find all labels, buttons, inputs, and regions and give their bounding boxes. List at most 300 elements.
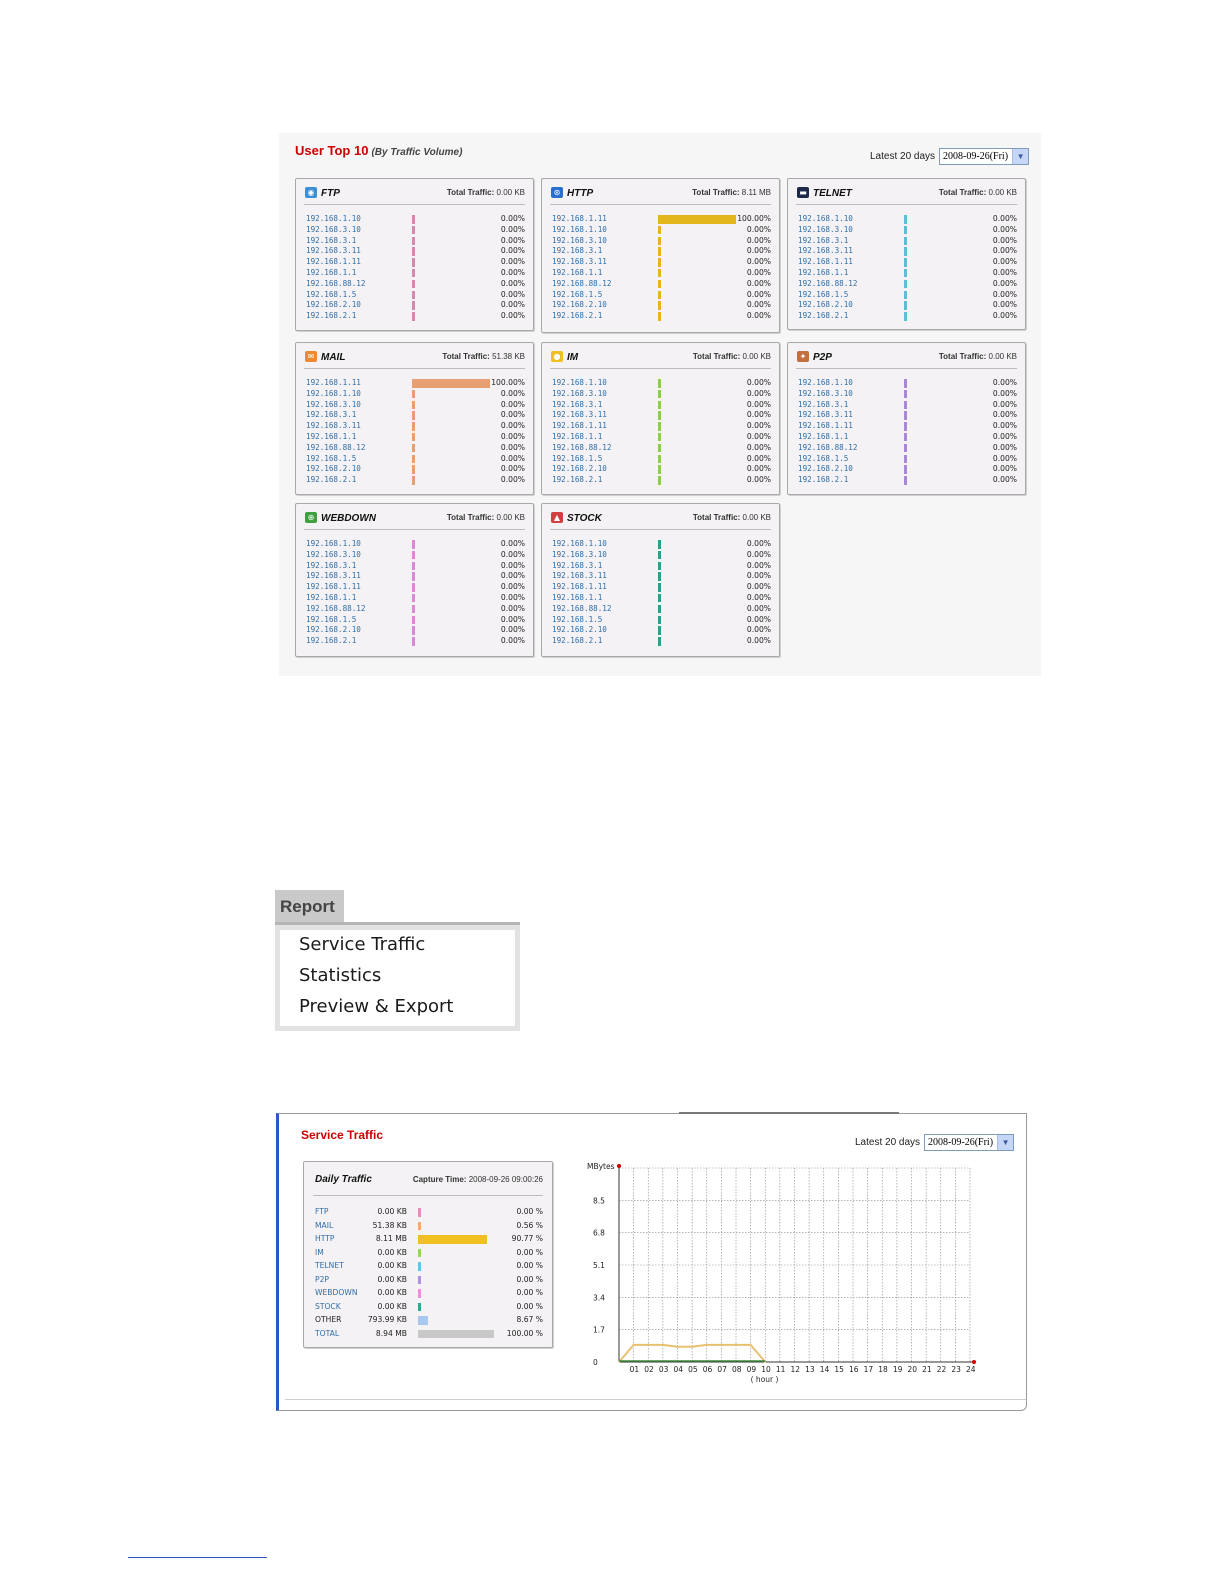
ip-link[interactable]: 192.168.2.10 xyxy=(552,300,607,310)
ip-link[interactable]: 192.168.3.1 xyxy=(798,399,849,409)
service-name[interactable]: STOCK xyxy=(315,1301,341,1311)
daily-row-http xyxy=(313,1232,543,1246)
table-row xyxy=(550,615,771,626)
ip-link[interactable]: 192.168.3.11 xyxy=(552,257,607,267)
table-row xyxy=(550,464,771,475)
traffic-percent: 0.00% xyxy=(992,235,1017,245)
stock-service-icon: ▲ xyxy=(551,512,563,523)
http-service-icon: ⊛ xyxy=(551,187,563,198)
table-row xyxy=(550,636,771,647)
table-row xyxy=(304,378,525,389)
y-tick-label: 5.1 xyxy=(593,1261,605,1270)
ip-link[interactable]: 192.168.1.5 xyxy=(306,614,357,624)
card-total-traffic: Total Traffic: 0.00 KB xyxy=(938,352,1017,361)
ip-link[interactable]: 192.168.1.10 xyxy=(306,388,361,398)
table-row xyxy=(304,400,525,411)
traffic-percent: 0.00% xyxy=(500,582,525,592)
daily-row-stock xyxy=(313,1300,543,1314)
ip-link[interactable]: 192.168.88.12 xyxy=(306,603,366,613)
ip-link[interactable]: 192.168.2.1 xyxy=(552,311,603,321)
table-row xyxy=(304,454,525,465)
traffic-bar xyxy=(412,258,415,267)
ip-link[interactable]: 192.168.2.1 xyxy=(798,475,849,485)
card-header xyxy=(550,343,771,369)
ip-link[interactable]: 192.168.1.1 xyxy=(798,267,849,277)
ip-link[interactable]: 192.168.1.5 xyxy=(306,453,357,463)
service-volume: 8.11 MB xyxy=(375,1234,407,1243)
y-tick-label: 6.8 xyxy=(593,1228,605,1238)
traffic-percent: 0.00% xyxy=(992,399,1017,409)
traffic-bar xyxy=(658,455,661,464)
ip-link[interactable]: 192.168.1.5 xyxy=(552,614,603,624)
ip-link[interactable]: 192.168.88.12 xyxy=(552,278,612,288)
ip-link[interactable]: 192.168.3.11 xyxy=(306,571,361,581)
y-tick-label: 1.7 xyxy=(593,1325,605,1335)
x-tick-label: 01 xyxy=(629,1365,640,1374)
x-tick-label: 08 xyxy=(732,1365,742,1374)
ip-link[interactable]: 192.168.3.1 xyxy=(306,410,357,420)
data-point xyxy=(633,1344,635,1346)
ip-link[interactable]: 192.168.3.10 xyxy=(552,388,607,398)
traffic-bar xyxy=(412,433,415,442)
menu-item-service-traffic[interactable]: Service Traffic xyxy=(299,934,426,955)
ip-link[interactable]: 192.168.2.1 xyxy=(552,636,603,646)
card-total-traffic: Total Traffic: 51.38 KB xyxy=(442,352,525,361)
service-volume: 0.00 KB xyxy=(377,1207,407,1216)
service-name[interactable]: MAIL xyxy=(315,1220,334,1230)
traffic-percent: 0.00% xyxy=(746,224,771,234)
ip-link[interactable]: 192.168.1.11 xyxy=(306,378,361,387)
table-row xyxy=(796,225,1017,236)
x-tick-label: 02 xyxy=(644,1365,654,1374)
table-row xyxy=(304,615,525,626)
traffic-bar xyxy=(412,215,415,224)
share-percent: 0.00 % xyxy=(516,1288,543,1297)
traffic-percent: 0.00% xyxy=(746,560,771,570)
table-row xyxy=(304,432,525,443)
ip-link[interactable]: 192.168.2.10 xyxy=(552,625,607,635)
data-point xyxy=(677,1346,679,1348)
ip-link[interactable]: 192.168.3.10 xyxy=(306,224,361,234)
traffic-bar xyxy=(904,433,907,442)
share-percent: 90.77 % xyxy=(511,1234,543,1243)
ip-link[interactable]: 192.168.1.10 xyxy=(552,378,607,387)
card-rows xyxy=(296,369,533,486)
ip-link[interactable]: 192.168.1.5 xyxy=(552,289,603,299)
ip-link[interactable]: 192.168.88.12 xyxy=(798,442,858,452)
ip-link[interactable]: 192.168.88.12 xyxy=(798,278,858,288)
table-row xyxy=(304,236,525,247)
ip-link[interactable]: 192.168.1.5 xyxy=(306,289,357,299)
ip-link[interactable]: 192.168.1.1 xyxy=(552,431,603,441)
table-row xyxy=(796,290,1017,301)
y-axis-arrow xyxy=(617,1164,621,1168)
traffic-percent: 0.00% xyxy=(746,603,771,613)
panel-top-accent xyxy=(679,1112,899,1114)
ip-link[interactable]: 192.168.3.1 xyxy=(552,560,603,570)
ip-link[interactable]: 192.168.88.12 xyxy=(306,442,366,452)
table-row xyxy=(550,389,771,400)
traffic-percent: 0.00% xyxy=(500,571,525,581)
table-row xyxy=(304,246,525,257)
ip-link[interactable]: 192.168.3.1 xyxy=(306,560,357,570)
user-top10-panel xyxy=(279,133,1041,676)
table-row xyxy=(796,432,1017,443)
ip-link[interactable]: 192.168.2.10 xyxy=(798,464,853,474)
service-card-im xyxy=(541,342,780,495)
table-row xyxy=(304,475,525,486)
share-percent: 0.56 % xyxy=(516,1220,543,1230)
table-row xyxy=(550,454,771,465)
card-service-name: TELNET xyxy=(813,188,852,199)
x-tick-label: 03 xyxy=(658,1365,669,1374)
ip-link[interactable]: 192.168.1.10 xyxy=(306,539,361,548)
traffic-percent: 0.00% xyxy=(746,235,771,245)
traffic-bar xyxy=(412,269,415,278)
ip-link[interactable]: 192.168.2.1 xyxy=(552,475,603,485)
table-row xyxy=(550,214,771,225)
traffic-percent: 0.00% xyxy=(746,636,771,646)
x-tick-label: 12 xyxy=(790,1365,801,1374)
ip-link[interactable]: 192.168.2.10 xyxy=(798,300,853,310)
traffic-bar xyxy=(412,291,415,300)
ip-link[interactable]: 192.168.3.1 xyxy=(798,235,849,245)
traffic-percent: 0.00% xyxy=(500,421,525,431)
traffic-bar xyxy=(658,572,661,581)
traffic-bar xyxy=(412,572,415,581)
share-bar xyxy=(418,1330,494,1339)
traffic-percent: 0.00% xyxy=(746,289,771,299)
share-percent: 100.00 % xyxy=(506,1328,543,1338)
traffic-percent: 0.00% xyxy=(746,571,771,581)
ip-link[interactable]: 192.168.88.12 xyxy=(306,278,366,288)
table-row xyxy=(550,378,771,389)
table-row xyxy=(796,443,1017,454)
table-row xyxy=(796,268,1017,279)
data-point xyxy=(735,1344,737,1346)
service-card-mail xyxy=(295,342,534,495)
table-row xyxy=(550,539,771,550)
traffic-bar xyxy=(658,411,661,420)
traffic-percent: 0.00% xyxy=(746,549,771,559)
traffic-percent: 0.00% xyxy=(746,475,771,485)
ip-link[interactable]: 192.168.2.1 xyxy=(306,475,357,485)
service-volume: 0.00 KB xyxy=(377,1288,407,1297)
top10-date-filter xyxy=(870,148,1029,165)
table-row xyxy=(304,389,525,400)
traffic-bar xyxy=(658,422,661,431)
table-row xyxy=(796,300,1017,311)
traffic-percent: 0.00% xyxy=(500,399,525,409)
card-total-traffic: Total Traffic: 0.00 KB xyxy=(446,513,525,522)
traffic-bar xyxy=(904,390,907,399)
date-select[interactable]: 2008-09-26(Fri) ▼ xyxy=(939,148,1029,165)
report-menu-list xyxy=(275,925,520,1031)
ip-link[interactable]: 192.168.1.11 xyxy=(552,421,607,431)
table-row xyxy=(550,475,771,486)
table-row xyxy=(796,236,1017,247)
share-percent: 0.00 % xyxy=(516,1301,543,1311)
traffic-percent: 0.00% xyxy=(746,311,771,321)
table-row xyxy=(550,604,771,615)
traffic-percent: 0.00% xyxy=(992,257,1017,267)
x-tick-label: 16 xyxy=(849,1365,859,1374)
ip-link[interactable]: 192.168.2.1 xyxy=(306,311,357,321)
traffic-percent: 0.00% xyxy=(500,224,525,234)
traffic-percent: 0.00% xyxy=(500,267,525,277)
ip-link[interactable]: 192.168.1.10 xyxy=(552,224,607,234)
table-row xyxy=(304,571,525,582)
ip-link[interactable]: 192.168.3.10 xyxy=(552,235,607,245)
service-volume: 8.94 MB xyxy=(375,1328,407,1338)
ip-link[interactable]: 192.168.1.1 xyxy=(306,267,357,277)
ip-link[interactable]: 192.168.3.10 xyxy=(552,549,607,559)
table-row xyxy=(304,539,525,550)
ip-link[interactable]: 192.168.88.12 xyxy=(552,442,612,452)
traffic-bar xyxy=(412,626,415,635)
daily-row-im xyxy=(313,1246,543,1260)
table-row xyxy=(796,257,1017,268)
daily-traffic-header xyxy=(313,1162,543,1196)
table-row xyxy=(304,225,525,236)
traffic-bar xyxy=(412,379,490,388)
ip-link[interactable]: 192.168.2.10 xyxy=(306,300,361,310)
traffic-bar xyxy=(658,605,661,614)
ip-link[interactable]: 192.168.2.1 xyxy=(306,636,357,646)
chevron-down-icon[interactable]: ▼ xyxy=(1012,149,1028,164)
x-axis-arrow xyxy=(972,1360,976,1364)
service-card-ftp xyxy=(295,178,534,331)
ip-link[interactable]: 192.168.3.10 xyxy=(798,224,853,234)
share-percent: 0.00 % xyxy=(516,1247,543,1257)
traffic-percent: 0.00% xyxy=(992,464,1017,474)
service-name[interactable]: HTTP xyxy=(315,1234,335,1243)
menu-item-preview-export[interactable]: Preview & Export xyxy=(299,996,454,1017)
service-card-stock xyxy=(541,503,780,657)
traffic-percent: 0.00% xyxy=(992,410,1017,420)
ip-link[interactable]: 192.168.3.11 xyxy=(306,421,361,431)
table-row xyxy=(550,561,771,572)
traffic-bar xyxy=(658,291,661,300)
traffic-percent: 0.00% xyxy=(746,592,771,602)
card-service-name: STOCK xyxy=(567,513,602,524)
ip-link[interactable]: 192.168.3.10 xyxy=(798,388,853,398)
table-row xyxy=(550,225,771,236)
card-service-name: P2P xyxy=(813,352,832,363)
service-traffic-title: Service Traffic xyxy=(301,1128,384,1142)
ip-link[interactable]: 192.168.2.10 xyxy=(306,625,361,635)
service-name[interactable]: WEBDOWN xyxy=(315,1288,358,1297)
traffic-percent: 0.00% xyxy=(500,549,525,559)
ip-link[interactable]: 192.168.1.10 xyxy=(552,539,607,548)
table-row xyxy=(796,214,1017,225)
ip-link[interactable]: 192.168.1.10 xyxy=(306,214,361,223)
traffic-percent: 0.00% xyxy=(992,246,1017,256)
chevron-down-icon[interactable]: ▼ xyxy=(997,1135,1013,1150)
traffic-percent: 0.00% xyxy=(992,300,1017,310)
table-row xyxy=(304,279,525,290)
service-card-p2p xyxy=(787,342,1026,495)
card-header xyxy=(550,504,771,530)
traffic-percent: 0.00% xyxy=(500,257,525,267)
x-tick-label: 09 xyxy=(746,1365,757,1374)
traffic-percent: 0.00% xyxy=(500,300,525,310)
table-row xyxy=(550,400,771,411)
ftp-service-icon: ◉ xyxy=(305,187,317,198)
capture-time: Capture Time: 2008-09-26 09:00:26 xyxy=(412,1175,543,1184)
ip-link[interactable]: 192.168.1.11 xyxy=(306,257,361,267)
traffic-bar xyxy=(412,465,415,474)
card-rows xyxy=(542,530,779,647)
card-rows xyxy=(788,369,1025,486)
daily-row-ftp xyxy=(313,1205,543,1219)
ip-link[interactable]: 192.168.1.11 xyxy=(306,582,361,592)
ip-link[interactable]: 192.168.1.5 xyxy=(798,289,849,299)
service-card-telnet xyxy=(787,178,1026,330)
ip-link[interactable]: 192.168.2.10 xyxy=(306,464,361,474)
traffic-bar xyxy=(904,291,907,300)
table-row xyxy=(550,300,771,311)
service-name[interactable]: TOTAL xyxy=(315,1328,340,1338)
ip-link[interactable]: 192.168.1.10 xyxy=(798,378,853,387)
x-tick-label: 17 xyxy=(863,1365,874,1374)
traffic-bar xyxy=(412,280,415,289)
traffic-bar xyxy=(658,390,661,399)
card-header xyxy=(796,343,1017,369)
traffic-percent: 0.00% xyxy=(500,431,525,441)
table-row xyxy=(304,550,525,561)
traffic-percent: 0.00% xyxy=(500,614,525,624)
ip-link[interactable]: 192.168.1.11 xyxy=(798,421,853,431)
x-tick-label: 07 xyxy=(717,1365,727,1374)
card-total-traffic: Total Traffic: 8.11 MB xyxy=(692,188,771,197)
telnet-service-icon: ▬ xyxy=(797,187,809,198)
x-tick-label: 05 xyxy=(688,1365,698,1374)
table-row xyxy=(304,464,525,475)
ip-link[interactable]: 192.168.1.1 xyxy=(552,592,603,602)
share-bar xyxy=(418,1249,421,1258)
table-row xyxy=(796,389,1017,400)
data-point xyxy=(750,1344,752,1346)
ip-link[interactable]: 192.168.3.10 xyxy=(306,399,361,409)
table-row xyxy=(304,268,525,279)
latest-days-label: Latest 20 days xyxy=(870,151,936,162)
webdown-service-icon: ⊕ xyxy=(305,512,317,523)
table-row xyxy=(304,257,525,268)
traffic-percent: 0.00% xyxy=(746,539,771,548)
daily-row-p2p xyxy=(313,1273,543,1287)
ip-link[interactable]: 192.168.3.11 xyxy=(552,410,607,420)
ip-link[interactable]: 192.168.1.5 xyxy=(552,453,603,463)
ip-link[interactable]: 192.168.1.1 xyxy=(306,431,357,441)
table-row xyxy=(304,214,525,225)
table-row xyxy=(304,625,525,636)
x-tick-label: 21 xyxy=(922,1365,932,1374)
traffic-bar xyxy=(412,551,415,560)
traffic-percent: 0.00% xyxy=(500,442,525,452)
share-bar xyxy=(418,1303,421,1312)
table-row xyxy=(550,432,771,443)
traffic-bar xyxy=(412,226,415,235)
card-service-name: HTTP xyxy=(567,188,594,199)
ip-link[interactable]: 192.168.2.10 xyxy=(552,464,607,474)
ip-link[interactable]: 192.168.1.1 xyxy=(552,267,603,277)
report-tab[interactable]: Report xyxy=(275,890,344,924)
table-row xyxy=(550,571,771,582)
service-volume: 0.00 KB xyxy=(377,1247,407,1257)
service-name[interactable]: IM xyxy=(315,1247,324,1257)
menu-item-statistics[interactable]: Statistics xyxy=(299,965,382,986)
daily-row-other xyxy=(313,1313,543,1327)
traffic-percent: 0.00% xyxy=(992,431,1017,441)
ip-link[interactable]: 192.168.3.11 xyxy=(798,410,853,420)
ip-link[interactable]: 192.168.3.1 xyxy=(306,235,357,245)
date-select[interactable]: 2008-09-26(Fri) ▼ xyxy=(924,1134,1014,1151)
ip-link[interactable]: 192.168.3.1 xyxy=(552,246,603,256)
table-row xyxy=(550,257,771,268)
traffic-percent: 0.00% xyxy=(500,289,525,299)
ip-link[interactable]: 192.168.1.11 xyxy=(552,582,607,592)
service-name[interactable]: P2P xyxy=(315,1274,329,1284)
ip-link[interactable]: 192.168.88.12 xyxy=(552,603,612,613)
traffic-bar xyxy=(658,237,661,246)
table-row xyxy=(550,268,771,279)
ip-link[interactable]: 192.168.1.10 xyxy=(798,214,853,223)
traffic-bar xyxy=(904,455,907,464)
traffic-percent: 0.00% xyxy=(500,214,525,223)
daily-traffic-rows xyxy=(304,1196,552,1340)
table-row xyxy=(796,279,1017,290)
ip-link[interactable]: 192.168.2.1 xyxy=(798,311,849,321)
ip-link[interactable]: 192.168.3.10 xyxy=(306,549,361,559)
card-rows xyxy=(296,205,533,322)
service-traffic-panel xyxy=(276,1113,1027,1411)
table-row xyxy=(304,582,525,593)
traffic-bar xyxy=(412,583,415,592)
ip-link[interactable]: 192.168.3.11 xyxy=(306,246,361,256)
card-service-name: IM xyxy=(567,352,579,363)
ip-link[interactable]: 192.168.1.11 xyxy=(552,214,607,223)
share-bar xyxy=(418,1235,487,1244)
traffic-bar xyxy=(658,465,661,474)
ip-link[interactable]: 192.168.1.1 xyxy=(798,431,849,441)
ip-link[interactable]: 192.168.3.1 xyxy=(552,399,603,409)
card-total-traffic: Total Traffic: 0.00 KB xyxy=(446,188,525,197)
traffic-bar xyxy=(412,401,415,410)
share-percent: 0.00 % xyxy=(516,1261,543,1270)
traffic-percent: 0.00% xyxy=(992,388,1017,398)
traffic-percent: 0.00% xyxy=(992,224,1017,234)
service-volume: 0.00 KB xyxy=(377,1261,407,1270)
service-name[interactable]: TELNET xyxy=(315,1261,344,1270)
ip-link[interactable]: 192.168.1.5 xyxy=(798,453,849,463)
traffic-percent: 0.00% xyxy=(500,278,525,288)
service-name[interactable]: FTP xyxy=(315,1207,329,1216)
ip-link[interactable]: 192.168.3.11 xyxy=(798,246,853,256)
traffic-bar xyxy=(658,551,661,560)
ip-link[interactable]: 192.168.1.11 xyxy=(798,257,853,267)
ip-link[interactable]: 192.168.3.11 xyxy=(552,571,607,581)
table-row xyxy=(796,454,1017,465)
daily-row-webdown xyxy=(313,1286,543,1300)
traffic-bar xyxy=(412,444,415,453)
x-tick-label: 13 xyxy=(805,1365,815,1374)
traffic-bar xyxy=(904,401,907,410)
share-bar xyxy=(418,1262,421,1271)
table-row xyxy=(550,311,771,322)
ip-link[interactable]: 192.168.1.1 xyxy=(306,592,357,602)
traffic-percent: 0.00% xyxy=(746,267,771,277)
